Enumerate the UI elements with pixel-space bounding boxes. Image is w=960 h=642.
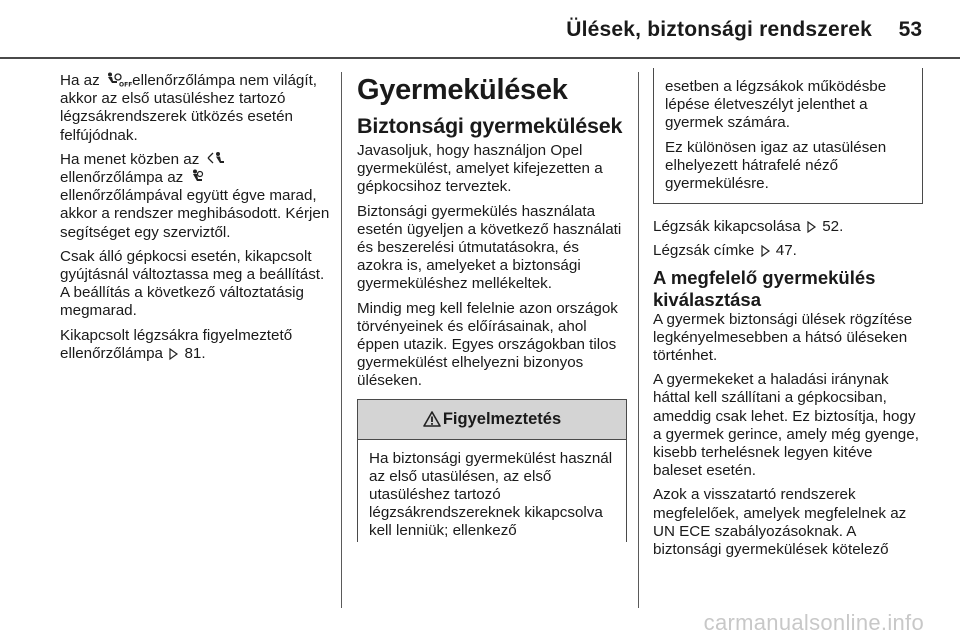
subsection-heading-selection: A megfelelő gyermekülés kiválasztása xyxy=(653,266,876,310)
airbag-on-icon xyxy=(206,151,226,166)
warning-text: Ha biztonsági gyermekülést használ az első utasülésen, az első utasüléshez tartozó légzsákrendszereknek kikapcsolva kell lenniük; ellenkező xyxy=(369,449,613,540)
paragraph-airbag-off: Ha az OFF ellenőrzőlámpa nem világít, akkor az első utasüléshez tartozó légzsákrendszerek ütközés esetén felfújódnak. xyxy=(60,72,318,144)
paragraph-ece: Azok a visszatartó rendszerek megfelelőek, amelyek megfelelnek az UN ECE szabályozásoknak. A biztonsági gyermekülések kötelező xyxy=(653,486,907,559)
column-left xyxy=(60,72,332,369)
subsection-heading: Biztonsági gyermekülések xyxy=(357,114,623,138)
page-reference[interactable]: 52. xyxy=(822,218,844,236)
warning-box-continued xyxy=(653,68,923,204)
warning-box-header xyxy=(358,400,626,440)
page-ref-triangle-icon xyxy=(761,245,770,257)
airbag-off-icon xyxy=(106,72,133,89)
watermark: carmanualsonline.info xyxy=(703,610,924,635)
paragraph-airbag-fault: Ha menet közben az ellenőrzőlámpa az ellenőrzőlámpával együtt égve marad, akkor a rendszer meghibásodott. Kérjen segítséget egy szerviztől. xyxy=(60,150,330,241)
page-number: 53 xyxy=(898,18,922,41)
warning-text-continued: esetben a légzsákok működésbe lépése életveszélyt jelenthet a gyermek számára. xyxy=(665,78,887,132)
reference-airbag-label: Légzsák címke 47. xyxy=(653,242,797,260)
page-ref-triangle-icon xyxy=(169,348,178,360)
section-heading: Gyermekülések xyxy=(357,74,568,106)
paragraph-recommendation: Javasoljuk, hogy használjon Opel gyermekülést, amelyet kifejezetten a gépkocsihoz terveztek. xyxy=(357,142,603,196)
page-reference[interactable]: 47. xyxy=(775,242,797,260)
warning-box xyxy=(357,399,627,542)
column-divider-1 xyxy=(341,72,342,608)
column-middle xyxy=(357,72,627,542)
airbag-fault-icon xyxy=(190,169,204,184)
header-divider xyxy=(0,57,960,59)
warning-title: Figyelmeztetés xyxy=(442,410,562,429)
paragraph-laws: Mindig meg kell felelnie azon országok törvényeinek és előírásainak, ahol éppen utazik. Egyes országokban tilos gyermekülést elhelyezni bizonyos üléseken. xyxy=(357,299,618,390)
paragraph-setting-change: Csak álló gépkocsi esetén, kikapcsolt gyújtásnál változtassa meg a beállítást. A beállítás a következő változtatásig megmarad. xyxy=(60,247,325,320)
reference-airbag-deactivation: Légzsák kikapcsolása 52. xyxy=(653,218,844,236)
warning-box-body xyxy=(358,440,626,541)
page-ref-triangle-icon xyxy=(807,221,816,233)
page-header-title: Ülések, biztonsági rendszerek xyxy=(566,18,872,41)
column-divider-2 xyxy=(638,72,639,608)
warning-triangle-icon xyxy=(423,411,441,427)
warning-text-rear-facing: Ez különösen igaz az utasülésen elhelyezett hátrafelé néző gyermekülésre. xyxy=(665,138,887,193)
svg-text:OFF: OFF xyxy=(118,81,133,89)
paragraph-rear-facing: A gyermekeket a haladási iránynak háttal kell szállítani a gépkocsiban, ameddig csak lehet. Ez biztosítja, hogy a gyermek gerince, amely még gyenge, kisebb terhelésnek legyen kitéve baleset esetén. xyxy=(653,371,919,480)
paragraph-usage: Biztonsági gyermekülés használata esetén ügyeljen a következő használati és beszerelési útmutatásokra, és azokra is, amelyeket a biztonsági gyermeküléshez mellékeltek. xyxy=(357,202,622,293)
paragraph-warning-lamp-ref: Kikapcsolt légzsákra figyelmeztető ellenőrzőlámpa 81. xyxy=(60,326,293,362)
column-right xyxy=(653,72,923,565)
paragraph-rear-seats: A gyermek biztonsági ülések rögzítése legkényelmesebben a hátsó üléseken történhet. xyxy=(653,310,913,365)
page-reference[interactable]: 81. xyxy=(184,344,206,362)
